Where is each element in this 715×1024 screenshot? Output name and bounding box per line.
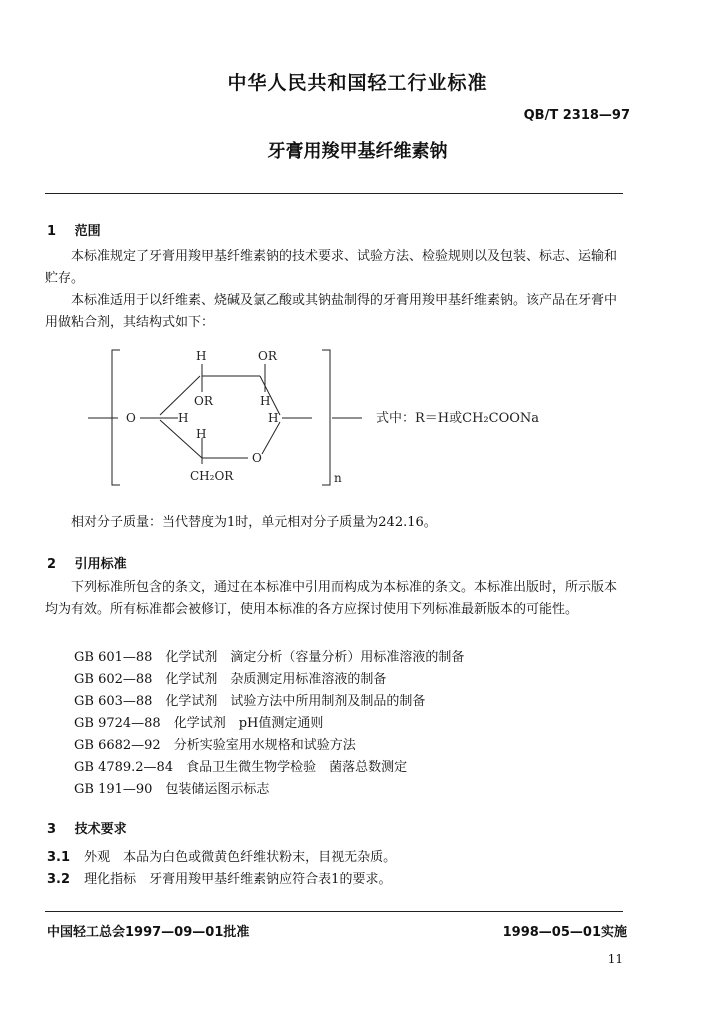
section-3-title: 技术要求	[74, 822, 127, 837]
molecular-weight: 相对分子质量：当代替度为1时，单元相对分子质量为242.16。	[71, 515, 437, 530]
atom-h-top: H	[196, 349, 207, 363]
section-3-heading	[47, 818, 127, 837]
approval-line: 中国轻工总会1997—09—01批准	[47, 925, 250, 940]
section-2-paragraph: 下列标准所包含的条文，通过在本标准中引用而构成为本标准的条文。本标准出版时，所示版本均为有效。所有标准都会被修订，使用本标准的各方应探讨使用下列标准最新版本的可能性。	[45, 580, 618, 617]
org-title: 中华人民共和国轻工行业标准	[227, 72, 488, 94]
group-ch2or: CH₂OR	[190, 469, 234, 483]
section-1-title: 范围	[74, 224, 101, 239]
reference-item: GB 602—88 化学试剂 杂质测定用标准溶液的制备	[74, 672, 387, 687]
document-title: 牙膏用羧甲基纤维素钠	[267, 141, 448, 162]
clause-3-1	[47, 846, 396, 865]
formula-note: 式中：R＝H或CH₂COONa	[376, 411, 540, 426]
footer-divider	[45, 911, 623, 912]
clause-3-1-number: 3.1	[47, 850, 71, 865]
section-3-number: 3	[47, 822, 57, 837]
atom-or-mid: OR	[194, 394, 213, 408]
reference-item: GB 603—88 化学试剂 试验方法中所用制剂及制品的制备	[74, 694, 426, 709]
section-1-paragraph-1: 本标准规定了牙膏用羧甲基纤维素钠的技术要求、试验方法、检验规则以及包装、标志、运输和贮存。	[45, 249, 618, 286]
atom-h-right: H	[260, 394, 271, 408]
clause-3-2-text: 理化指标 牙膏用羧甲基纤维素钠应符合表1的要求。	[84, 872, 392, 887]
effective-line: 1998—05—01实施	[502, 925, 627, 940]
reference-item: GB 6682—92 分析实验室用水规格和试验方法	[74, 738, 356, 753]
repeat-n: n	[334, 471, 342, 485]
structural-formula	[80, 340, 600, 500]
reference-item: GB 191—90 包装储运图示标志	[74, 782, 270, 797]
reference-item: GB 9724—88 化学试剂 pH值测定通则	[74, 716, 324, 731]
page-number: 11	[607, 952, 623, 966]
section-2-heading	[47, 553, 127, 572]
section-1-number: 1	[47, 224, 57, 239]
clause-3-2	[47, 868, 391, 887]
atom-h-center: H	[268, 411, 279, 425]
section-2-number: 2	[47, 557, 57, 572]
clause-3-2-number: 3.2	[47, 872, 71, 887]
atom-h-lower: H	[196, 427, 207, 441]
header-divider	[45, 193, 623, 194]
atom-o-ring: O	[252, 451, 262, 465]
atom-or-top: OR	[258, 349, 277, 363]
atom-h-left: H	[178, 411, 189, 425]
section-1-paragraph-2: 本标准适用于以纤维素、烧碱及氯乙酸或其钠盐制得的牙膏用羧甲基纤维素钠。该产品在牙膏中用做粘合剂，其结构式如下：	[45, 293, 618, 330]
atom-o-left: O	[126, 411, 136, 425]
standard-code: QB/T 2318—97	[523, 108, 630, 123]
reference-item: GB 601—88 化学试剂 滴定分析（容量分析）用标准溶液的制备	[74, 650, 465, 665]
section-1-heading	[47, 220, 101, 239]
section-2-title: 引用标准	[74, 557, 127, 572]
reference-item: GB 4789.2—84 食品卫生微生物学检验 菌落总数测定	[74, 760, 408, 775]
clause-3-1-text: 外观 本品为白色或微黄色纤维状粉末，目视无杂质。	[84, 850, 397, 865]
